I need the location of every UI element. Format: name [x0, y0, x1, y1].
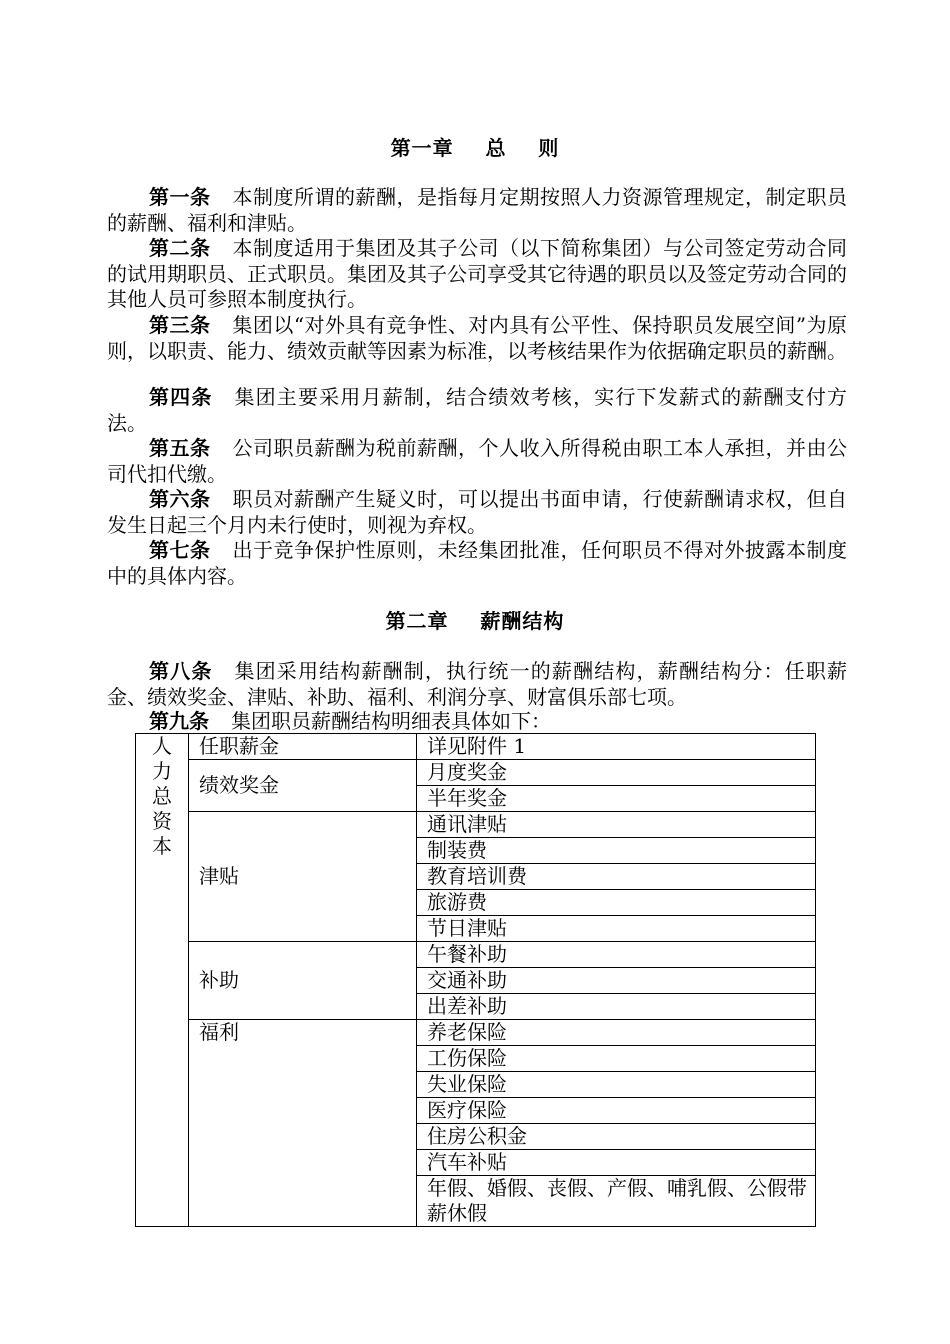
category-cell: 任职薪金	[189, 734, 417, 760]
salary-structure-table	[135, 733, 816, 1227]
table-row	[136, 942, 816, 968]
article-label: 第九条	[149, 709, 209, 733]
article-2	[107, 236, 847, 313]
article-text: 集团以“对外具有竞争性、对内具有公平性、保持职员发展空间”为原则，以职责、能力、绩效贡献等因素为标准，以考核结果作为依据确定职员的薪酬。	[107, 313, 848, 363]
article-label: 第三条	[149, 313, 211, 337]
article-5	[107, 436, 847, 487]
article-3	[107, 313, 847, 364]
item-cell: 养老保险	[417, 1020, 816, 1046]
chapter-2-title: 第二章 薪酬结构	[385, 609, 565, 633]
item-cell: 出差补助	[417, 994, 816, 1020]
article-4	[107, 385, 847, 436]
item-cell: 交通补助	[417, 968, 816, 994]
item-cell: 年假、婚假、丧假、产假、哺乳假、公假带薪休假	[417, 1176, 816, 1227]
table-row	[136, 1020, 816, 1046]
item-cell: 月度奖金	[417, 760, 816, 786]
article-label: 第二条	[149, 236, 211, 260]
table-row	[136, 812, 816, 838]
item-cell: 汽车补贴	[417, 1150, 816, 1176]
item-cell: 失业保险	[417, 1072, 816, 1098]
item-cell: 半年奖金	[417, 786, 816, 812]
item-cell: 旅游费	[417, 890, 816, 916]
article-label: 第七条	[149, 538, 211, 562]
article-text: 出于竞争保护性原则，未经集团批准，任何职员不得对外披露本制度中的具体内容。	[107, 538, 847, 588]
item-cell: 医疗保险	[417, 1098, 816, 1124]
item-cell: 详见附件 1	[417, 734, 816, 760]
article-6	[107, 487, 847, 538]
item-cell: 工伤保险	[417, 1046, 816, 1072]
article-8	[107, 659, 847, 710]
article-label: 第五条	[149, 436, 211, 460]
item-cell: 制装费	[417, 838, 816, 864]
article-9	[107, 709, 847, 735]
item-cell: 通讯津贴	[417, 812, 816, 838]
article-label: 第一条	[149, 185, 211, 209]
table-row	[136, 760, 816, 786]
category-cell: 津贴	[189, 812, 417, 942]
category-cell: 补助	[189, 942, 417, 1020]
group-cell	[136, 734, 189, 1227]
item-cell: 住房公积金	[417, 1124, 816, 1150]
article-text: 公司职员薪酬为税前薪酬，个人收入所得税由职工本人承担，并由公司代扣代缴。	[107, 436, 847, 486]
article-text: 职员对薪酬产生疑义时，可以提出书面申请，行使薪酬请求权，但自发生日起三个月内未行使时，则视为弃权。	[107, 487, 847, 537]
item-cell: 教育培训费	[417, 864, 816, 890]
table-row	[136, 734, 816, 760]
article-text: 集团主要采用月薪制，结合绩效考核，实行下发薪式的薪酬支付方法。	[107, 385, 848, 435]
article-1	[107, 185, 847, 236]
item-cell: 午餐补助	[417, 942, 816, 968]
category-cell: 福利	[189, 1020, 417, 1227]
article-text: 集团职员薪酬结构明细表具体如下：	[231, 709, 551, 733]
category-cell: 绩效奖金	[189, 760, 417, 812]
article-label: 第八条	[149, 659, 213, 683]
article-text: 本制度所谓的薪酬，是指每月定期按照人力资源管理规定，制定职员的薪酬、福利和津贴。	[107, 185, 847, 235]
group-label: 人力总资本	[152, 734, 172, 858]
article-7	[107, 538, 847, 589]
chapter-1-title: 第一章 总 则	[390, 136, 560, 160]
item-cell: 节日津贴	[417, 916, 816, 942]
article-text: 本制度适用于集团及其子公司（以下简称集团）与公司签定劳动合同的试用期职员、正式职员。集团及其子公司享受其它待遇的职员以及签定劳动合同的其他人员可参照本制度执行。	[107, 236, 847, 312]
article-label: 第四条	[149, 385, 213, 409]
article-label: 第六条	[149, 487, 211, 511]
article-text: 集团采用结构薪酬制，执行统一的薪酬结构，薪酬结构分：任职薪金、绩效奖金、津贴、补助、福利、利润分享、财富俱乐部七项。	[107, 659, 848, 709]
